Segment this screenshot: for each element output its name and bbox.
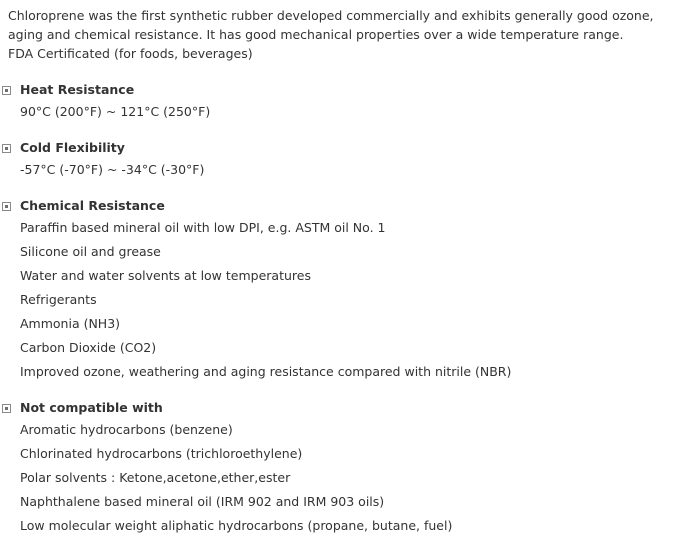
section-header [0, 197, 680, 219]
section-header [0, 139, 680, 161]
section-title: Not compatible with [20, 400, 163, 415]
intro-line-1: Chloroprene was the first synthetic rubber developed commercially and exhibits generally good ozone, [8, 8, 654, 23]
intro-paragraph [8, 6, 674, 63]
list-item: Chlorinated hydrocarbons (trichloroethylene) [20, 446, 303, 461]
section-chemical-resistance [0, 197, 680, 387]
section-not-compatible [0, 399, 680, 541]
list-item: -57°C (-70°F) ~ -34°C (-30°F) [20, 162, 205, 177]
section-cold-flexibility [0, 139, 680, 183]
list-item: Carbon Dioxide (CO2) [20, 340, 157, 355]
list-item: Paraffin based mineral oil with low DPI, e.g. ASTM oil No. 1 [20, 220, 386, 235]
square-bullet-icon [2, 144, 11, 153]
list-item: Naphthalene based mineral oil (IRM 902 and IRM 903 oils) [20, 494, 385, 509]
section-title: Cold Flexibility [20, 140, 125, 155]
list-item: 90°C (200°F) ~ 121°C (250°F) [20, 104, 211, 119]
list-item: Ammonia (NH3) [20, 316, 121, 331]
square-bullet-icon [2, 202, 11, 211]
list-item: Low molecular weight aliphatic hydrocarbons (propane, butane, fuel) [20, 518, 453, 533]
list-item: Refrigerants [20, 292, 97, 307]
section-header [0, 399, 680, 421]
square-bullet-icon [2, 86, 11, 95]
section-title: Chemical Resistance [20, 198, 165, 213]
list-item: Silicone oil and grease [20, 244, 161, 259]
section-header [0, 81, 680, 103]
list-item: Aromatic hydrocarbons (benzene) [20, 422, 233, 437]
section-heat-resistance [0, 81, 680, 125]
intro-line-2: aging and chemical resistance. It has good mechanical properties over a wide temperature range. [8, 27, 624, 42]
square-bullet-icon [2, 404, 11, 413]
list-item: Improved ozone, weathering and aging resistance compared with nitrile (NBR) [20, 364, 512, 379]
intro-line-3: FDA Certificated (for foods, beverages) [8, 46, 253, 61]
list-item: Water and water solvents at low temperatures [20, 268, 311, 283]
section-title: Heat Resistance [20, 82, 135, 97]
list-item: Polar solvents : Ketone,acetone,ether,ester [20, 470, 291, 485]
